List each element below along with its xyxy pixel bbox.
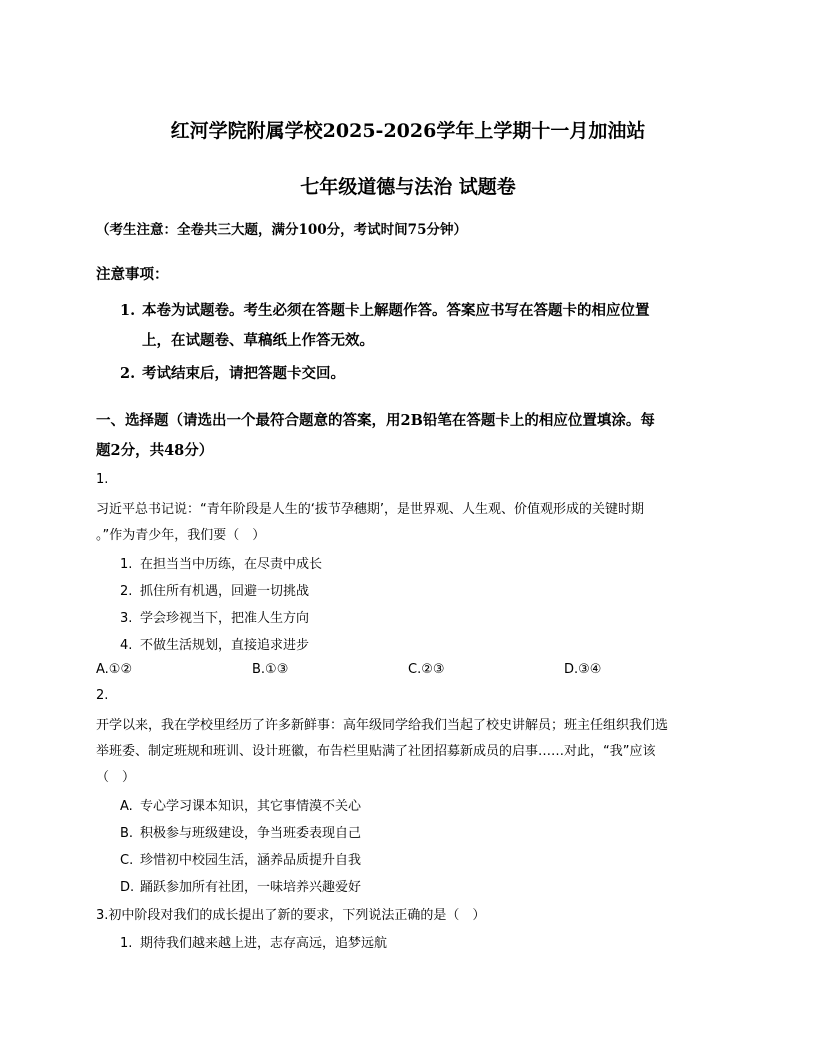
question-2-option-a	[120, 795, 361, 814]
question-1-item-4	[120, 634, 309, 653]
question-2-number: 2.	[96, 688, 109, 703]
item-text: 期待我们越来越上进，志存高远，追梦远航	[140, 936, 388, 951]
question-1-choice-d: D.③④	[564, 662, 602, 677]
question-2-option-d	[120, 876, 361, 895]
notice-item-1	[120, 299, 650, 320]
section1-heading-continuation: 题2分，共48分）	[96, 442, 214, 459]
question-1-choice-c: C.②③	[408, 662, 445, 677]
question-3-number: 3.	[96, 908, 109, 923]
item-label: 3.	[120, 611, 133, 626]
question-1-choice-a: A.①②	[96, 662, 133, 677]
question-1-item-1	[120, 553, 322, 572]
item-label: 2.	[120, 584, 133, 599]
notice-item-text: 本卷为试题卷。考生必须在答题卡上解题作答。答案应书写在答题卡的相应位置	[142, 302, 650, 319]
question-2-option-b	[120, 822, 361, 841]
question-1-choice-b: B.①③	[252, 662, 289, 677]
notice-item-text: 考试结束后，请把答题卡交回。	[142, 365, 345, 382]
question-1-stem: 习近平总书记说：“青年阶段是人生的‘拔节孕穗期’，是世界观、人生观、价值观形成的关键时期	[96, 502, 645, 517]
question-3-item-1	[120, 932, 387, 951]
question-1-stem-continuation: 。”作为青少年，我们要（ ）	[96, 528, 266, 543]
exam-title-line2: 七年级道德与法治 试题卷	[300, 176, 516, 198]
option-text: 踊跃参加所有社团，一味培养兴趣爱好	[140, 880, 362, 895]
notice-item-1-continuation: 上，在试题卷、草稿纸上作答无效。	[142, 332, 374, 349]
question-1-number: 1.	[96, 472, 109, 487]
question-2-option-c	[120, 849, 361, 868]
option-text: 珍惜初中校园生活，涵养品质提升自我	[140, 853, 362, 868]
option-label: C.	[120, 853, 134, 868]
item-label: 1.	[120, 936, 133, 951]
item-text: 学会珍视当下，把准人生方向	[140, 611, 310, 626]
section1-heading: 一、选择题（请选出一个最符合题意的答案，用2B铅笔在答题卡上的相应位置填涂。每	[96, 412, 655, 429]
item-label: 4.	[120, 638, 133, 653]
notice-item-2	[120, 362, 345, 383]
notices-heading: 注意事项：	[96, 266, 169, 283]
question-2-stem-continuation: 举班委、制定班规和班训、设计班徽，布告栏里贴满了社团招募新成员的启事……对此，“我”应该	[96, 744, 656, 759]
notice-item-number: 1.	[120, 302, 136, 319]
item-text: 抓住所有机遇，回避一切挑战	[140, 584, 310, 599]
question-2-stem: 开学以来，我在学校里经历了许多新鲜事：高年级同学给我们当起了校史讲解员；班主任组织我们选	[96, 718, 669, 733]
option-label: B.	[120, 826, 134, 841]
item-label: 1.	[120, 557, 133, 572]
notice-item-number: 2.	[120, 365, 136, 382]
item-text: 不做生活规划，直接追求进步	[140, 638, 310, 653]
exam-title-line1: 红河学院附属学校2025-2026学年上学期十一月加油站	[170, 120, 646, 142]
question-1-item-2	[120, 580, 309, 599]
question-2-stem-blank: （ ）	[96, 770, 136, 785]
question-3-stem: 初中阶段对我们的成长提出了新的要求，下列说法正确的是（ ）	[108, 908, 486, 923]
exam-note: （考生注意：全卷共三大题，满分100分，考试时间75分钟）	[96, 222, 467, 238]
question-1-item-3	[120, 607, 309, 626]
option-text: 积极参与班级建设，争当班委表现自己	[140, 826, 362, 841]
option-label: A.	[120, 799, 133, 814]
option-text: 专心学习课本知识，其它事情漠不关心	[140, 799, 362, 814]
option-label: D.	[120, 880, 135, 895]
item-text: 在担当当中历练，在尽责中成长	[140, 557, 323, 572]
question-3	[96, 904, 485, 923]
